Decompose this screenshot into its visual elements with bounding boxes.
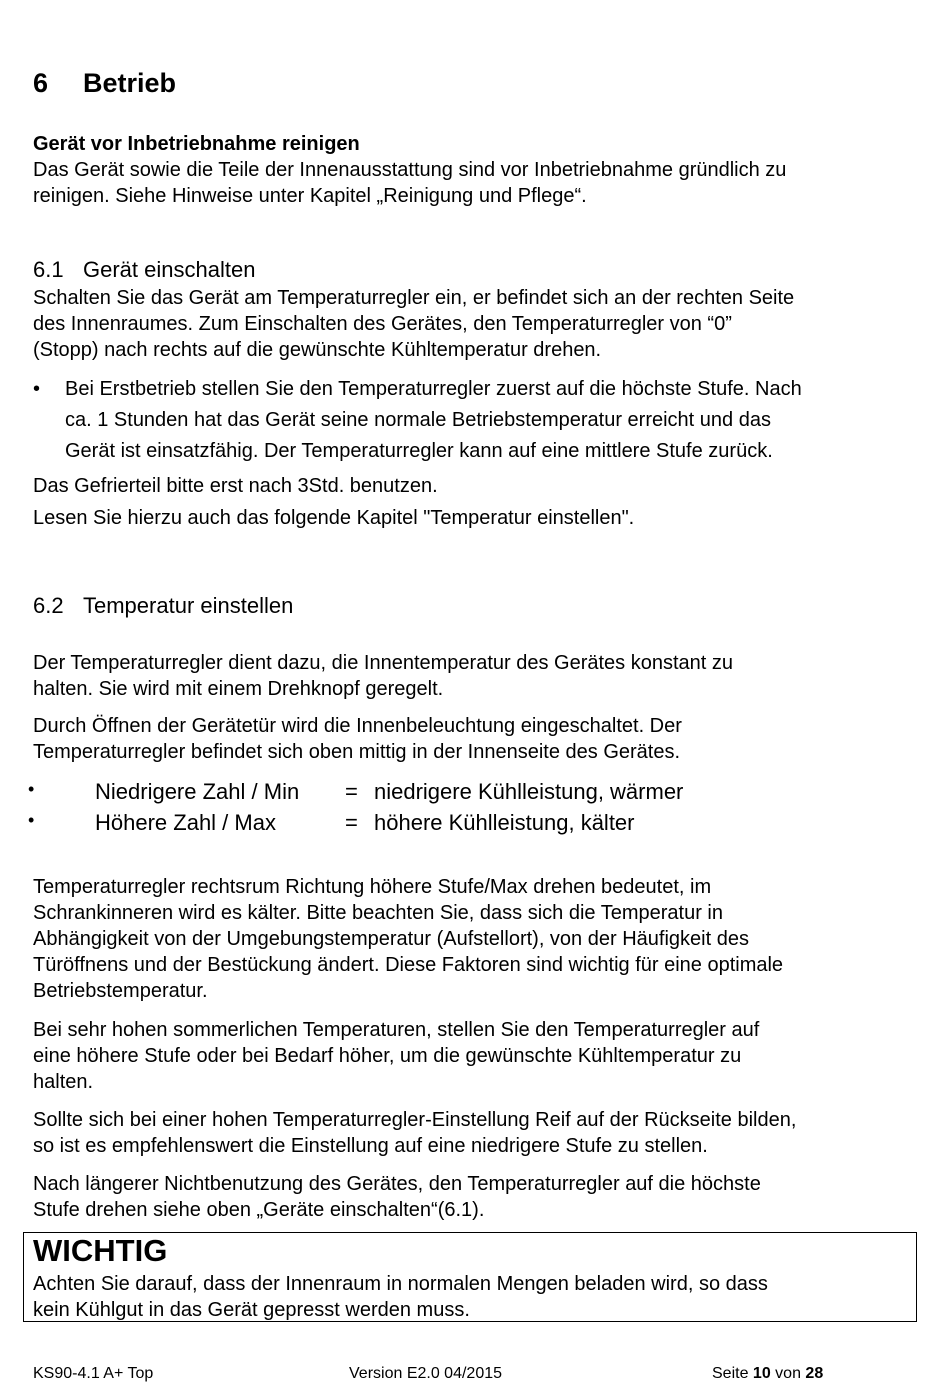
bullet-icon: • bbox=[28, 779, 35, 799]
page-total: 28 bbox=[805, 1365, 824, 1382]
footer-page-number bbox=[712, 1365, 823, 1383]
cleaning-paragraph bbox=[33, 157, 923, 209]
cleaning-subheading: Gerät vor Inbetriebnahme reinigen bbox=[33, 133, 360, 155]
setting-description: höhere Kühlleistung, kälter bbox=[374, 810, 635, 835]
disuse-paragraph bbox=[33, 1171, 923, 1223]
page-current: 10 bbox=[752, 1365, 771, 1382]
text-line: halten. Sie wird mit einem Drehknopf geregelt. bbox=[33, 678, 444, 700]
text-line: eine höhere Stufe oder bei Bedarf höher, um die gewünschte Kühltemperatur zu bbox=[33, 1045, 742, 1067]
section-number: 6.2 bbox=[33, 593, 64, 618]
text-line: Bei Erstbetrieb stellen Sie den Temperaturregler zuerst auf die höchste Stufe. Nach bbox=[65, 378, 802, 400]
warning-box bbox=[23, 1232, 917, 1322]
text-line: so ist es empfehlenswert die Einstellung auf eine niedrigere Stufe zu stellen. bbox=[33, 1135, 708, 1157]
lighting-paragraph bbox=[33, 713, 923, 765]
text-line: Sollte sich bei einer hohen Temperaturregler-Einstellung Reif auf der Rückseite bilden, bbox=[33, 1109, 797, 1131]
text-line: Temperaturregler befindet sich oben mittig in der Innenseite des Gerätes. bbox=[33, 741, 681, 763]
text-line: des Innenraumes. Zum Einschalten des Gerätes, den Temperaturregler von “0” bbox=[33, 313, 732, 335]
text-line: reinigen. Siehe Hinweise unter Kapitel „Reinigung und Pflege“. bbox=[33, 185, 587, 207]
setting-description: niedrigere Kühlleistung, wärmer bbox=[374, 779, 684, 804]
setting-label: Niedrigere Zahl / Min bbox=[95, 779, 300, 804]
rotation-paragraph bbox=[33, 874, 923, 1004]
text-line: Türöffnens und der Bestückung ändert. Diese Faktoren sind wichtig für eine optimale bbox=[33, 954, 784, 976]
section-title: Temperatur einstellen bbox=[83, 593, 294, 618]
bullet-icon: • bbox=[28, 810, 35, 830]
page-prefix: Seite bbox=[712, 1365, 749, 1382]
equals-sign: = bbox=[345, 779, 358, 804]
section-number: 6.1 bbox=[33, 257, 64, 282]
regulator-paragraph bbox=[33, 650, 923, 702]
chapter-title: Betrieb bbox=[83, 68, 177, 98]
footer-model: KS90-4.1 A+ Top bbox=[33, 1365, 154, 1382]
footer-version: Version E2.0 04/2015 bbox=[349, 1365, 503, 1382]
text-line: Das Gerät sowie die Teile der Innenausstattung sind vor Inbetriebnahme gründlich zu bbox=[33, 159, 787, 181]
text-line: Achten Sie darauf, dass der Innenraum in normalen Mengen beladen wird, so dass bbox=[33, 1273, 768, 1295]
freezer-note: Das Gefrierteil bitte erst nach 3Std. benutzen. bbox=[33, 475, 438, 497]
equals-sign: = bbox=[345, 810, 358, 835]
section-6-1-heading bbox=[33, 257, 255, 283]
warning-title: WICHTIG bbox=[33, 1233, 168, 1268]
text-line: Bei sehr hohen sommerlichen Temperaturen, stellen Sie den Temperaturregler auf bbox=[33, 1019, 760, 1041]
text-line: kein Kühlgut in das Gerät gepresst werden muss. bbox=[33, 1299, 470, 1321]
text-line: Temperaturregler rechtsrum Richtung höhere Stufe/Max drehen bedeutet, im bbox=[33, 876, 712, 898]
text-line: Der Temperaturregler dient dazu, die Innentemperatur des Gerätes konstant zu bbox=[33, 652, 734, 674]
text-line: ca. 1 Stunden hat das Gerät seine normale Betriebstemperatur erreicht und das bbox=[65, 409, 771, 431]
warning-text bbox=[33, 1271, 903, 1323]
text-line: Durch Öffnen der Gerätetür wird die Innenbeleuchtung eingeschaltet. Der bbox=[33, 715, 682, 737]
text-line: Betriebstemperatur. bbox=[33, 980, 208, 1002]
first-start-bullet bbox=[33, 374, 923, 467]
text-line: (Stopp) nach rechts auf die gewünschte Kühltemperatur drehen. bbox=[33, 339, 602, 361]
text-line: Stufe drehen siehe oben „Geräte einschalten“(6.1). bbox=[33, 1199, 485, 1221]
setting-label: Höhere Zahl / Max bbox=[95, 810, 276, 835]
bullet-text bbox=[65, 374, 923, 467]
bullet-icon: • bbox=[33, 378, 41, 400]
chapter-number: 6 bbox=[33, 68, 49, 98]
text-line: Schalten Sie das Gerät am Temperaturregler ein, er befindet sich an der rechten Seite bbox=[33, 287, 795, 309]
frost-paragraph bbox=[33, 1107, 923, 1159]
section-title: Gerät einschalten bbox=[83, 257, 256, 282]
text-line: halten. bbox=[33, 1071, 94, 1093]
text-line: Nach längerer Nichtbenutzung des Gerätes, den Temperaturregler auf die höchste bbox=[33, 1173, 761, 1195]
page-separator: von bbox=[775, 1365, 801, 1382]
text-line: Abhängigkeit von der Umgebungstemperatur (Aufstellort), von der Häufigkeit des bbox=[33, 928, 749, 950]
text-line: Gerät ist einsatzfähig. Der Temperaturregler kann auf eine mittlere Stufe zurück. bbox=[65, 440, 773, 462]
section-6-1-paragraph bbox=[33, 285, 923, 363]
reference-note: Lesen Sie hierzu auch das folgende Kapitel "Temperatur einstellen". bbox=[33, 507, 635, 529]
chapter-heading bbox=[33, 68, 176, 99]
summer-paragraph bbox=[33, 1017, 923, 1095]
section-6-2-heading bbox=[33, 593, 293, 619]
text-line: Schrankinneren wird es kälter. Bitte beachten Sie, dass sich die Temperatur in bbox=[33, 902, 723, 924]
